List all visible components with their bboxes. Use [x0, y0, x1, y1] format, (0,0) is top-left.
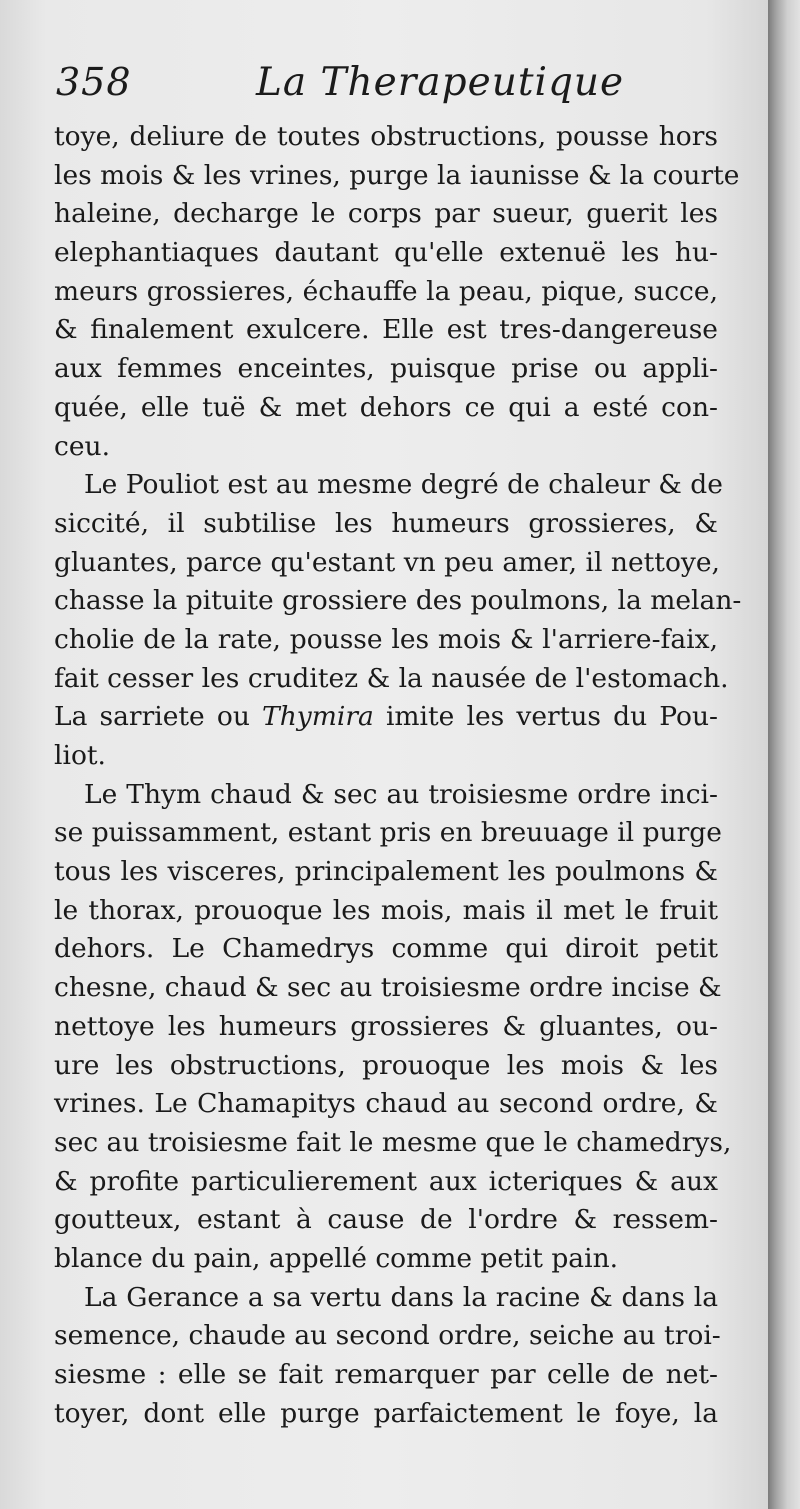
text-line-mixed: [54, 698, 718, 737]
page-number: 358: [56, 60, 132, 104]
text-line: vrines. Le Chamapitys chaud au second ordre, &: [54, 1088, 718, 1120]
text-line: chesne, chaud & sec au troisiesme ordre incise &: [54, 972, 722, 1004]
page-header: [56, 60, 736, 120]
text-line: le thorax, prouoque les mois, mais il met le fruit: [54, 894, 718, 926]
text-line: ceu.: [54, 430, 111, 462]
text-segment: La sarriete ou: [54, 701, 250, 733]
text-line: elephantiaques dautant qu'elle extenuë les hu-: [54, 237, 718, 269]
paragraph-start-thym: Le Thym chaud & sec au troisiesme ordre inci-: [84, 778, 718, 810]
text-line: sec au troisiesme fait le mesme que le chamedrys,: [54, 1126, 732, 1158]
text-line: semence, chaude au second ordre, seiche au troi-: [54, 1320, 721, 1352]
text-line: tous les visceres, principalement les poulmons &: [54, 856, 718, 888]
text-line: liot.: [54, 740, 106, 771]
text-line: & finalement exulcere. Elle est tres-dangereuse: [54, 314, 718, 346]
text-line: quée, elle tuë & met dehors ce qui a esté con-: [54, 391, 718, 423]
text-line: meurs grossieres, échauffe la peau, pique, succe,: [54, 275, 718, 307]
italic-term: Thymira: [262, 701, 374, 733]
text-line: fait cesser les cruditez & la nausée de l'estomach.: [54, 662, 729, 694]
text-line: aux femmes enceintes, puisque prise ou appli-: [54, 353, 718, 385]
text-line: les mois & les vrines, purge la iaunisse & la courte: [54, 159, 740, 191]
text-line: gluantes, parce qu'estant vn peu amer, il nettoye,: [54, 546, 720, 578]
text-line: blance du pain, appellé comme petit pain.: [54, 1242, 619, 1274]
text-line: toye, deliure de toutes obstructions, pousse hors: [54, 121, 718, 152]
paragraph-start-gerance: La Gerance a sa vertu dans la racine & dans la: [84, 1281, 718, 1313]
text-line: siccité, il subtilise les humeurs grossieres, &: [54, 507, 718, 539]
running-title: La Therapeutique: [256, 60, 625, 105]
page-edge: [768, 0, 800, 1509]
text-line: nettoye les humeurs grossieres & gluantes, ou-: [54, 1010, 718, 1042]
text-line: se puissamment, estant pris en breuuage il purge: [54, 817, 722, 849]
text-line: haleine, decharge le corps par sueur, guerit les: [54, 198, 718, 230]
text-line: dehors. Le Chamedrys comme qui diroit petit: [54, 933, 718, 965]
text-line: chasse la pituite grossiere des poulmons, la melan-: [54, 585, 742, 617]
text-line: goutteux, estant à cause de l'ordre & ressem-: [54, 1204, 718, 1236]
paragraph-start-pouliot: Le Pouliot est au mesme degré de chaleur & de: [84, 469, 723, 501]
text-line: & profite particulierement aux icteriques & aux: [54, 1165, 718, 1197]
text-line: siesme : elle se fait remarquer par celle de net-: [54, 1359, 718, 1390]
text-line: ure les obstructions, prouoque les mois & les: [54, 1049, 718, 1081]
text-line: cholie de la rate, pousse les mois & l'arriere-faix,: [54, 623, 718, 655]
text-segment: imite les vertus du Pou-: [385, 701, 718, 733]
text-line: toyer, dont elle purge parfaictement le foye, la: [54, 1397, 718, 1429]
body-text: [54, 118, 742, 1433]
